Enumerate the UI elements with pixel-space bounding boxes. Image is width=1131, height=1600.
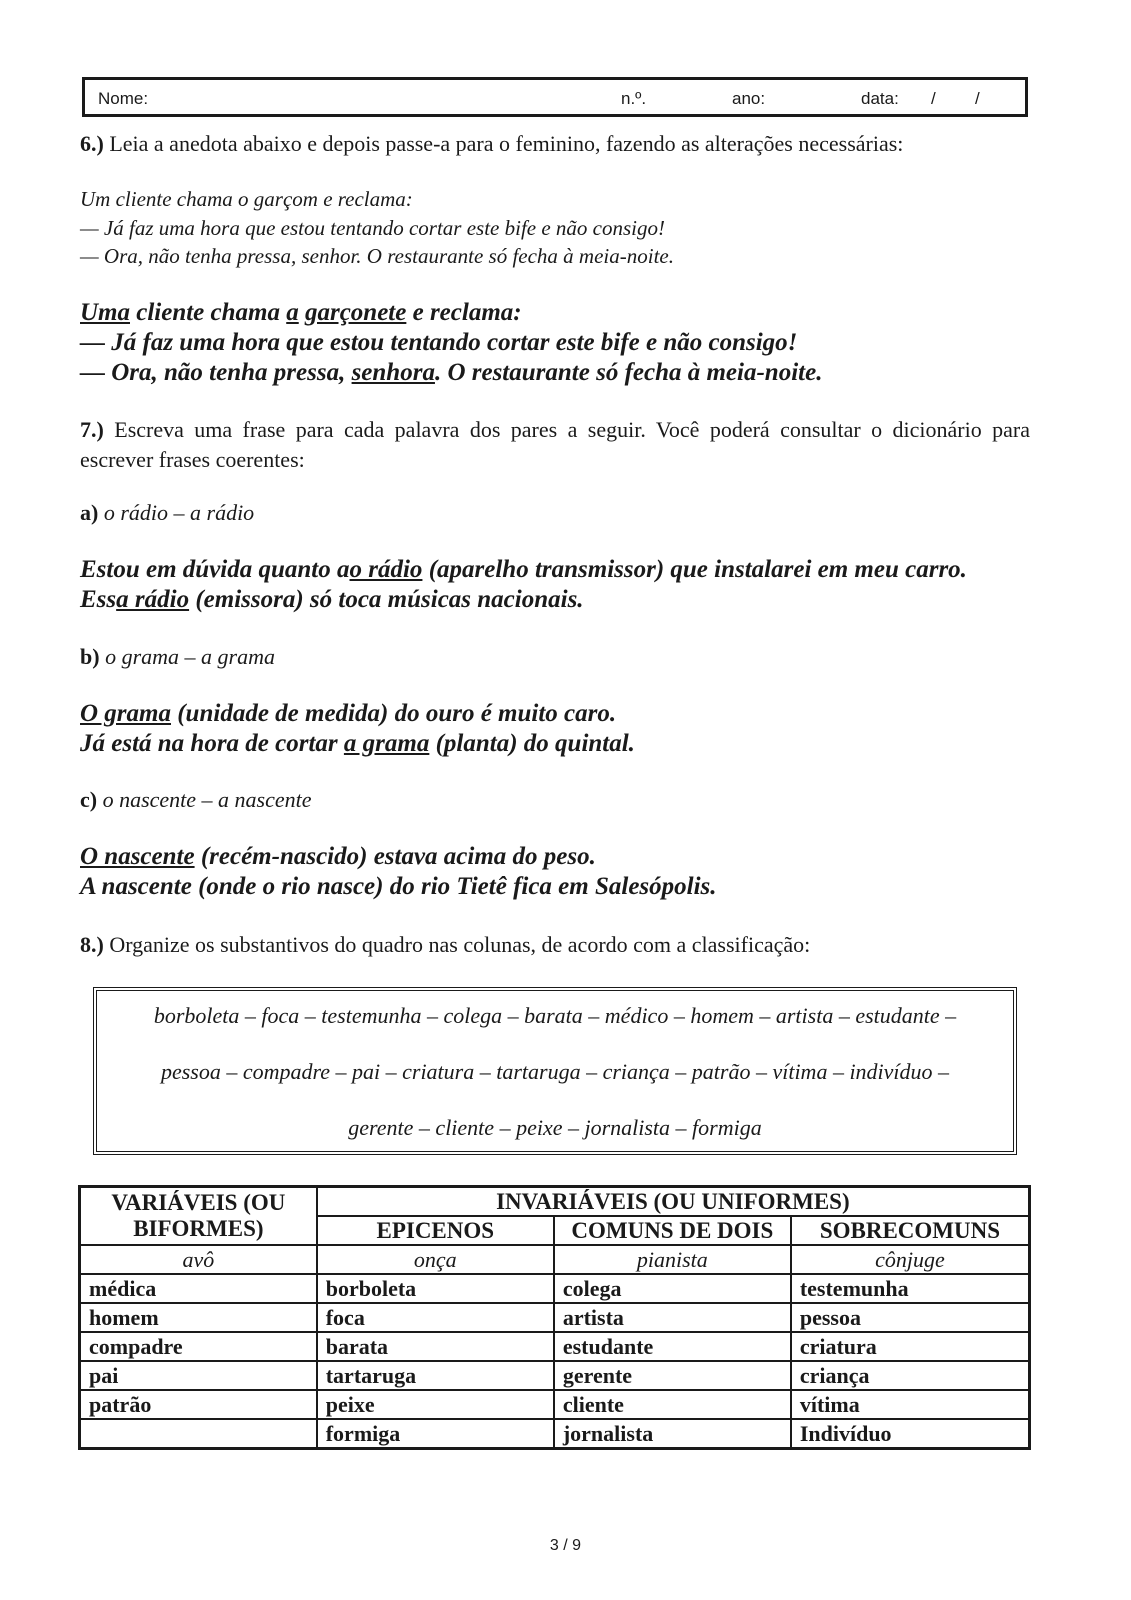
answer-text: e reclama: (406, 299, 522, 326)
answer-underlined: a (286, 299, 299, 326)
answer-underlined: a rádio (116, 586, 190, 613)
answer-line (80, 842, 717, 872)
table-row (80, 1419, 1030, 1449)
answer-text: — Ora, não tenha pressa, (80, 359, 352, 386)
item-letter: c) (80, 787, 98, 812)
word-line: pessoa – compadre – pai – criatura – tartaruga – criança – patrão – vítima – indivíduo – (160, 1059, 950, 1084)
item-c (80, 786, 312, 814)
answer-underlined: O nascente (80, 843, 195, 870)
noun-word-box (93, 987, 1017, 1155)
table-cell: médica (80, 1274, 317, 1303)
table-row (80, 1332, 1030, 1361)
question-6-answer (80, 298, 822, 388)
table-cell: artista (554, 1303, 791, 1332)
question-text: Organize os substantivos do quadro nas colunas, de acordo com a classificação: (109, 932, 811, 957)
anecdote-line: — Ora, não tenha pressa, senhor. O restaurante só fecha à meia-noite. (80, 244, 674, 268)
item-c-answer (80, 842, 717, 902)
table-cell: formiga (317, 1419, 554, 1449)
word-line: borboleta – foca – testemunha – colega – barata – médico – homem – artista – estudante – (153, 1003, 957, 1028)
date-separator: / (931, 89, 936, 108)
question-7-instruction (80, 415, 1030, 475)
answer-text: (recém-nascido) estava acima do peso. (194, 843, 596, 870)
table-row (80, 1390, 1030, 1419)
answer-text: Estou em dúvida quanto a (80, 556, 350, 583)
answer-text: cliente chama (130, 299, 287, 326)
date-label: data: (861, 89, 899, 108)
answer-text: Já está na hora de cortar (80, 730, 344, 757)
question-text: Leia a anedota abaixo e depois passe-a para o feminino, fazendo as alterações necessárias: (109, 131, 904, 156)
table-cell: gerente (554, 1361, 791, 1390)
question-number: 7.) (80, 417, 104, 442)
anecdote-line: Um cliente chama o garçom e reclama: (80, 187, 413, 211)
table-cell: homem (80, 1303, 317, 1332)
example-cell: onça (317, 1245, 554, 1274)
header-invariaveis: INVARIÁVEIS (OU UNIFORMES) (317, 1187, 1030, 1217)
header-epicenos: EPICENOS (317, 1216, 554, 1245)
header-comuns-de-dois: COMUNS DE DOIS (554, 1216, 791, 1245)
table-cell: criança (791, 1361, 1030, 1390)
table-cell: criatura (791, 1332, 1030, 1361)
table-row (80, 1361, 1030, 1390)
answer-line (80, 729, 635, 759)
answer-line (80, 358, 822, 388)
answer-text: Ess (80, 586, 117, 613)
answer-underlined: a grama (343, 730, 430, 757)
word-pair: o nascente – a nascente (102, 787, 312, 812)
table-cell: pai (80, 1361, 317, 1390)
answer-text: (planta) do quintal. (429, 730, 635, 757)
table-cell: testemunha (791, 1274, 1030, 1303)
table-cell: jornalista (554, 1419, 791, 1449)
answer-line (80, 298, 822, 328)
example-cell: avô (80, 1245, 317, 1274)
answer-underlined: senhora (351, 359, 435, 386)
answer-text: . O restaurante só fecha à meia-noite. (434, 359, 823, 386)
answer-underlined: Uma (80, 299, 130, 326)
name-label: Nome: (98, 89, 149, 108)
item-letter: b) (80, 644, 100, 669)
answer-line (80, 699, 635, 729)
question-6-instruction (80, 129, 1030, 159)
question-text: Escreva uma frase para cada palavra dos pares a seguir. Você poderá consultar o dicionário para escrever frases coerentes: (80, 417, 1031, 472)
answer-line: A nascente (onde o rio nasce) do rio Tietê fica em Salesópolis. (80, 873, 717, 900)
answer-line: — Já faz uma hora que estou tentando cortar este bife e não consigo! (80, 329, 798, 356)
question-8-instruction (80, 930, 1030, 960)
number-label: n.º. (621, 89, 647, 108)
word-line: gerente – cliente – peixe – jornalista – formiga (348, 1115, 762, 1140)
answer-underlined: garçonete (304, 299, 407, 326)
item-b (80, 643, 275, 671)
table-cell: cliente (554, 1390, 791, 1419)
example-row (80, 1245, 1030, 1274)
answer-line (80, 585, 967, 615)
table-cell: compadre (80, 1332, 317, 1361)
header-variaveis: VARIÁVEIS (OU BIFORMES) (80, 1187, 317, 1246)
classification-table (78, 1185, 1031, 1450)
table-row (80, 1303, 1030, 1332)
question-number: 6.) (80, 131, 104, 156)
item-a (80, 499, 254, 527)
question-number: 8.) (80, 932, 104, 957)
student-info-header (82, 77, 1028, 117)
answer-underlined: o rádio (349, 556, 423, 583)
example-cell: cônjuge (791, 1245, 1030, 1274)
page-number: 3 / 9 (549, 1537, 582, 1554)
table-cell: estudante (554, 1332, 791, 1361)
table-cell: tartaruga (317, 1361, 554, 1390)
table-cell: pessoa (791, 1303, 1030, 1332)
answer-text: (unidade de medida) do ouro é muito caro. (170, 700, 617, 727)
anecdote-line: — Já faz uma hora que estou tentando cortar este bife e não consigo! (80, 215, 666, 240)
example-cell: pianista (554, 1245, 791, 1274)
item-b-answer (80, 699, 635, 759)
anecdote (80, 185, 674, 271)
header-sobrecomuns: SOBRECOMUNS (791, 1216, 1030, 1245)
table-row (80, 1274, 1030, 1303)
table-cell: vítima (791, 1390, 1030, 1419)
answer-text: (aparelho transmissor) que instalarei em meu carro. (422, 556, 967, 583)
year-label: ano: (732, 89, 766, 108)
table-cell: borboleta (317, 1274, 554, 1303)
item-a-answer (80, 555, 967, 615)
table-cell: colega (554, 1274, 791, 1303)
date-separator: / (975, 89, 980, 108)
item-letter: a) (80, 500, 99, 525)
answer-text: (emissora) só toca músicas nacionais. (189, 586, 584, 613)
table-header-row (80, 1187, 1030, 1217)
table-cell: patrão (80, 1390, 317, 1419)
table-cell: Indivíduo (791, 1419, 1030, 1449)
table-cell: peixe (317, 1390, 554, 1419)
answer-line (80, 555, 967, 585)
table-cell (80, 1419, 317, 1449)
word-pair: o grama – a grama (105, 644, 275, 669)
word-pair: o rádio – a rádio (103, 500, 255, 525)
table-cell: foca (317, 1303, 554, 1332)
table-cell: barata (317, 1332, 554, 1361)
answer-underlined: O grama (80, 700, 171, 727)
